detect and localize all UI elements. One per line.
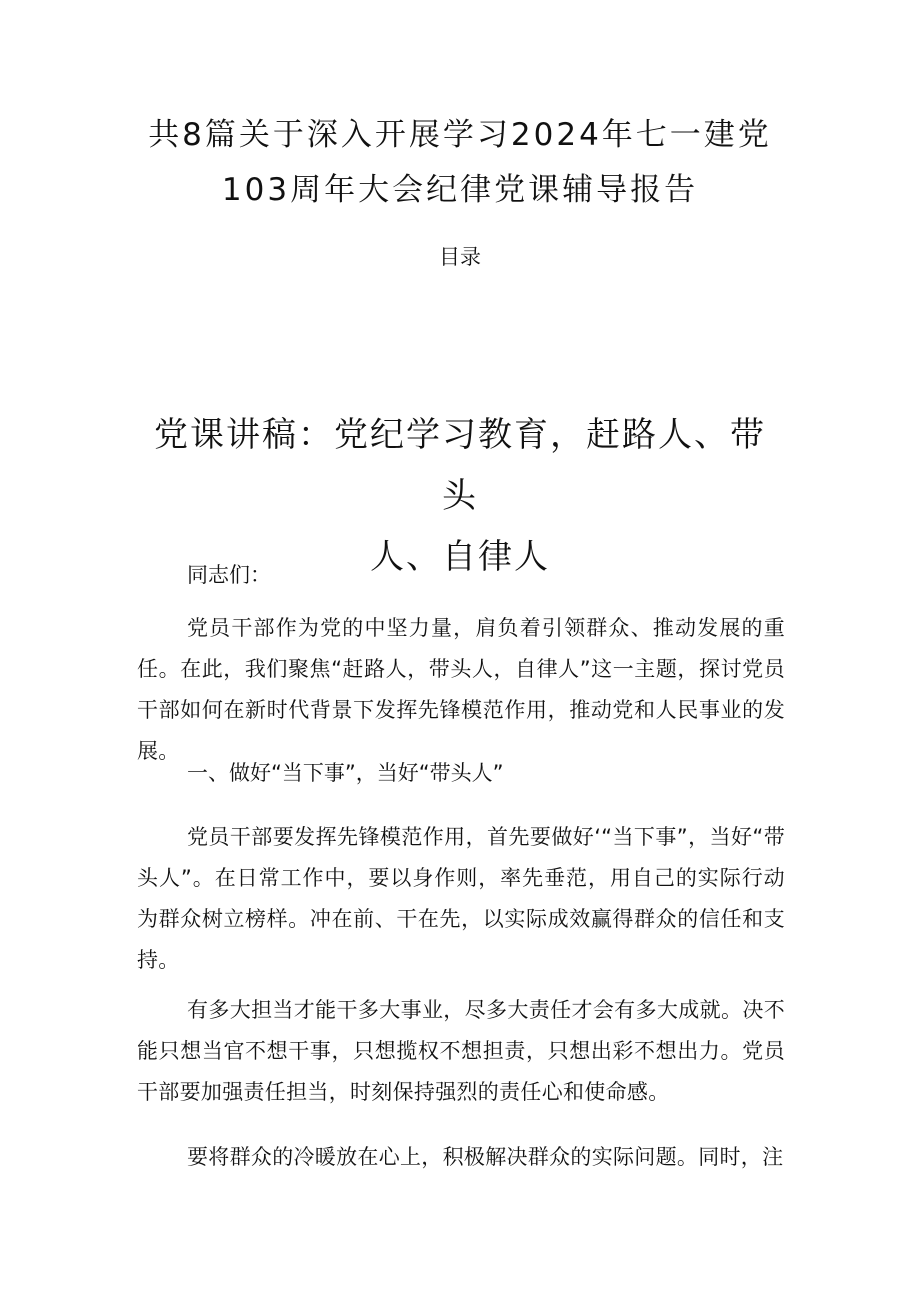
body-paragraph-2: 党员干部要发挥先锋模范作用，首先要做好‘“当下事”，当好“带头人”。在日常工作中，要以身作则，率先垂范，用自己的实际行动为群众树立榜样。冲在前、干在先，以实际成效赢得群众的信任和支持。: [137, 825, 785, 972]
article-title-line-1: 党课讲稿：党纪学习教育，赶路人、带头: [154, 415, 766, 516]
document-title-line-1: 共8篇关于深入开展学习2024年七一建党: [148, 117, 772, 153]
section-heading-1: 一、做好“当下事”，当好“带头人”: [187, 761, 504, 785]
document-title: [120, 108, 800, 218]
article-title-line-2: 人、自律人: [370, 537, 550, 577]
body-paragraph-4: 要将群众的冷暖放在心上，积极解决群众的实际问题。同时，注: [187, 1145, 784, 1169]
body-paragraph-3: 有多大担当才能干多大事业，尽多大责任才会有多大成就。决不能只想当官不想干事，只想揽权不想担责，只想出彩不想出力。党员干部要加强责任担当，时刻保持强烈的责任心和使命感。: [137, 998, 785, 1104]
table-of-contents-label: 目录: [439, 245, 481, 269]
body-paragraph-1: 党员干部作为党的中坚力量，肩负着引领群众、推动发展的重任。在此，我们聚焦“赶路人，带头人，自律人”这一主题，探讨党员干部如何在新时代背景下发挥先锋模范作用，推动党和人民事业的发展。: [137, 616, 785, 763]
document-title-line-2: 103周年大会纪律党课辅导报告: [221, 172, 699, 208]
salutation: 同志们：: [187, 563, 271, 587]
